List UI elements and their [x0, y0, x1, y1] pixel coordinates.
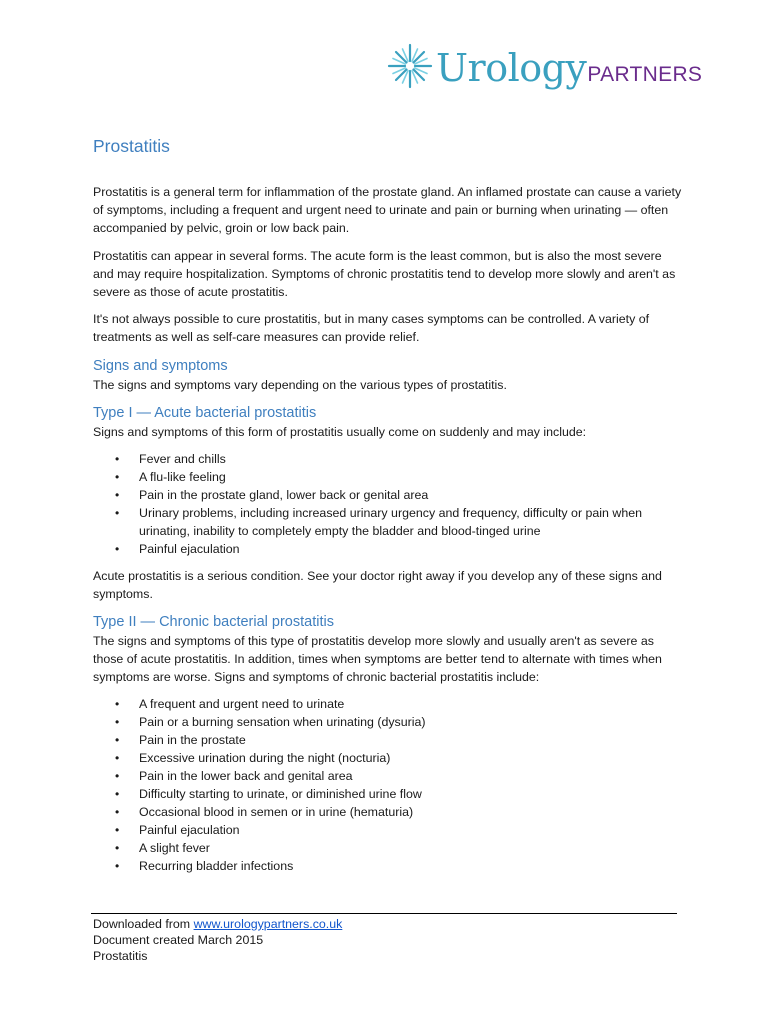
signs-text: The signs and symptoms vary depending on the various types of prostatitis. — [93, 378, 507, 392]
type2-intro: The signs and symptoms of this type of prostatitis develop more slowly and usually aren't as severe as those of acute prostatitis. In addition, times when symptoms are better tend to alternate with times when symptoms are worse. Signs and symptoms of chronic bacterial prostatitis include: — [93, 634, 662, 684]
type1-outro: Acute prostatitis is a serious condition. See your doctor right away if you develop any of these signs and symptoms. — [93, 569, 662, 601]
list-item: • Fever and chills — [93, 450, 683, 468]
footer-download-prefix: Downloaded from — [93, 917, 194, 931]
list-item: • Recurring bladder infections — [93, 857, 683, 875]
list-item: • Painful ejaculation — [93, 821, 683, 839]
document-body — [93, 133, 683, 884]
logo-brand-secondary: PARTNERS — [587, 63, 703, 86]
footer-created-date: Document created March 2015 — [93, 933, 264, 947]
footer-download-line — [91, 916, 677, 932]
page-footer — [91, 913, 677, 964]
intro-paragraph-3: It's not always possible to cure prostatitis, but in many cases symptoms can be controlled. A variety of treatments as well as self-care measures can provide relief. — [93, 312, 650, 344]
list-item: • A flu-like feeling — [93, 468, 683, 486]
page-title: Prostatitis — [93, 136, 170, 156]
list-item: • Excessive urination during the night (nocturia) — [93, 749, 683, 767]
list-item: • A frequent and urgent need to urinate — [93, 695, 683, 713]
list-item: • Pain or a burning sensation when urinating (dysuria) — [93, 713, 683, 731]
urology-partners-logo — [386, 40, 703, 108]
footer-document-name: Prostatitis — [93, 949, 148, 963]
list-item: • Pain in the prostate gland, lower back or genital area — [93, 486, 683, 504]
list-item: • Occasional blood in semen or in urine (hematuria) — [93, 803, 683, 821]
type2-heading: Type II — Chronic bacterial prostatitis — [93, 614, 334, 630]
list-item: • Pain in the lower back and genital area — [93, 767, 683, 785]
type1-heading: Type I — Acute bacterial prostatitis — [93, 405, 317, 421]
type2-symptom-list — [93, 695, 683, 875]
type1-intro: Signs and symptoms of this form of prostatitis usually come on suddenly and may include: — [93, 425, 587, 439]
list-item: • Painful ejaculation — [93, 540, 683, 558]
list-item: • Difficulty starting to urinate, or diminished urine flow — [93, 785, 683, 803]
intro-paragraph-2: Prostatitis can appear in several forms. The acute form is the least common, but is also the most severe and may require hospitalization. Symptoms of chronic prostatitis tend to develop more slowly and aren't as severe as those of acute prostatitis. — [93, 248, 676, 299]
starburst-icon — [386, 42, 434, 90]
intro-paragraph-1: Prostatitis is a general term for inflammation of the prostate gland. An inflamed prostate can cause a variety of symptoms, including a frequent and urgent need to urinate and pain or burning when urinating — often accompanied by pelvic, groin or low back pain. — [93, 185, 682, 235]
list-item: • A slight fever — [93, 839, 683, 857]
type1-symptom-list — [93, 450, 683, 558]
website-link[interactable]: www.urologypartners.co.uk — [193, 917, 343, 931]
signs-heading: Signs and symptoms — [93, 358, 228, 374]
logo-brand-primary: Urology — [436, 46, 587, 90]
logo-wordmark — [436, 46, 702, 90]
list-item: • Pain in the prostate — [93, 731, 683, 749]
list-item: • Urinary problems, including increased urinary urgency and frequency, difficulty or pain when urinating, inability to completely empty the bladder and blood-tinged urine — [93, 504, 683, 540]
